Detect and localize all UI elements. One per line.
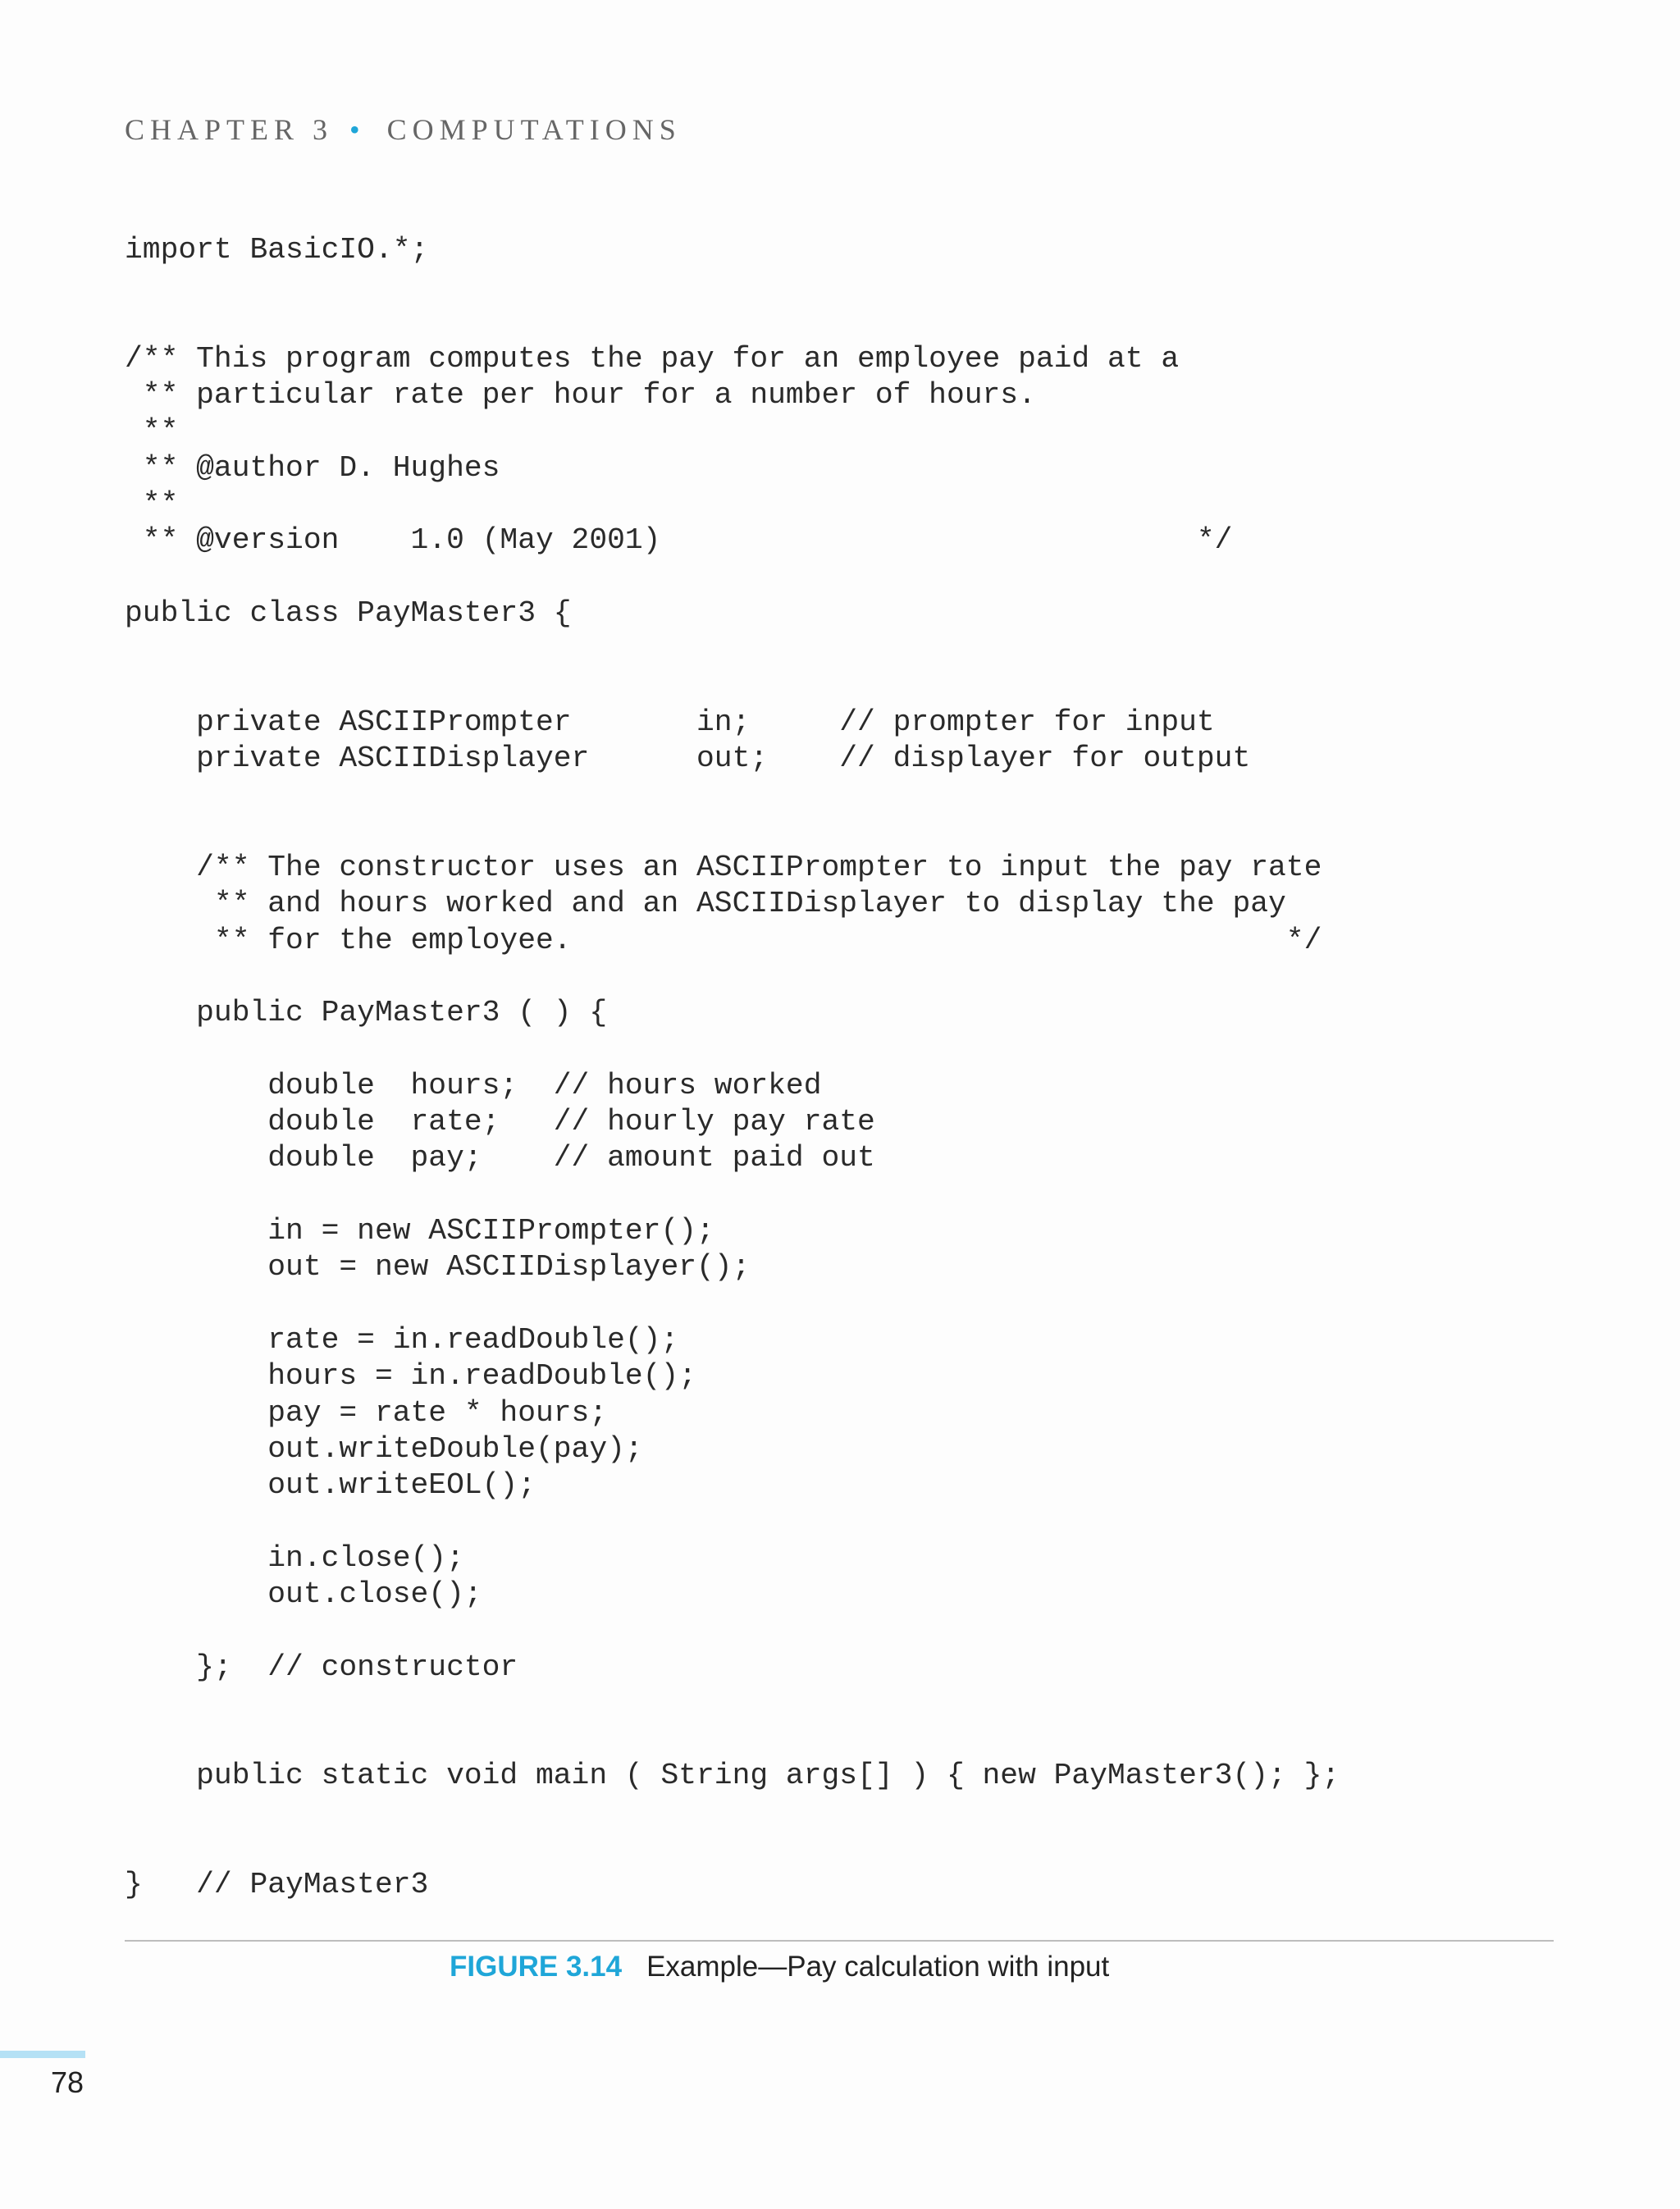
- code-line: [125, 1177, 1340, 1213]
- code-line: [125, 268, 1340, 304]
- code-line: ** and hours worked and an ASCIIDisplayer to display the pay: [125, 887, 1286, 921]
- code-line: [125, 1504, 1340, 1540]
- code-line: out.writeEOL();: [125, 1468, 536, 1503]
- code-line: out = new ASCIIDisplayer();: [125, 1250, 751, 1285]
- code-line: out.writeDouble(pay);: [125, 1431, 643, 1466]
- code-line: [125, 1286, 1340, 1322]
- code-line: hours = in.readDouble();: [125, 1359, 697, 1394]
- code-line: public PayMaster3 ( ) {: [125, 996, 608, 1030]
- figure-caption: [450, 1951, 1109, 1983]
- code-line: rate = in.readDouble();: [125, 1322, 679, 1357]
- code-line: pay = rate * hours;: [125, 1395, 608, 1430]
- code-line: ** @author D. Hughes: [125, 450, 500, 485]
- code-line: [125, 305, 1340, 341]
- code-line: [125, 1686, 1340, 1722]
- code-line: import BasicIO.*;: [125, 233, 429, 267]
- code-line: private ASCIIPrompter in; // prompter for input: [125, 705, 1215, 739]
- section-label: COMPUTATIONS: [386, 113, 682, 146]
- code-line: [125, 959, 1340, 995]
- code-line: ** @version 1.0 (May 2001) */: [125, 523, 1233, 558]
- code-line: [125, 559, 1340, 596]
- code-line: in = new ASCIIPrompter();: [125, 1214, 714, 1248]
- code-line: }; // constructor: [125, 1650, 518, 1684]
- figure-rule: [125, 1940, 1554, 1942]
- figure-label: FIGURE 3.14: [450, 1951, 623, 1983]
- code-line: out.close();: [125, 1577, 482, 1611]
- figure-caption-text: Example—Pay calculation with input: [646, 1951, 1110, 1983]
- code-line: [125, 1613, 1340, 1649]
- code-line: [125, 777, 1340, 813]
- code-line: [125, 1032, 1340, 1068]
- code-line: ** particular rate per hour for a number of hours.: [125, 378, 1036, 413]
- code-line: private ASCIIDisplayer out; // displayer for output: [125, 742, 1251, 776]
- code-line: [125, 1722, 1340, 1758]
- code-line: [125, 632, 1340, 668]
- code-line: /** This program computes the pay for an employee paid at a: [125, 341, 1180, 376]
- code-line: **: [125, 487, 179, 522]
- code-line: [125, 814, 1340, 850]
- code-listing: [125, 232, 1340, 1904]
- code-line: } // PayMaster3: [125, 1868, 429, 1902]
- running-head: [125, 112, 682, 147]
- code-line: public static void main ( String args[] ) { new PayMaster3(); };: [125, 1759, 1340, 1793]
- code-line: double hours; // hours worked: [125, 1068, 822, 1102]
- running-head-bullet: •: [349, 113, 366, 146]
- code-line: [125, 1831, 1340, 1867]
- code-line: double pay; // amount paid out: [125, 1141, 875, 1175]
- page-number: 78: [51, 2065, 84, 2099]
- code-line: public class PayMaster3 {: [125, 596, 572, 630]
- code-line: ** for the employee. */: [125, 923, 1322, 957]
- code-line: [125, 1795, 1340, 1831]
- code-line: [125, 669, 1340, 705]
- code-line: /** The constructor uses an ASCIIPrompter to input the pay rate: [125, 851, 1322, 885]
- page-number-tab: [0, 2051, 85, 2058]
- code-line: **: [125, 414, 179, 449]
- chapter-label: CHAPTER 3: [125, 113, 334, 146]
- code-line: in.close();: [125, 1540, 464, 1575]
- code-line: double rate; // hourly pay rate: [125, 1105, 875, 1139]
